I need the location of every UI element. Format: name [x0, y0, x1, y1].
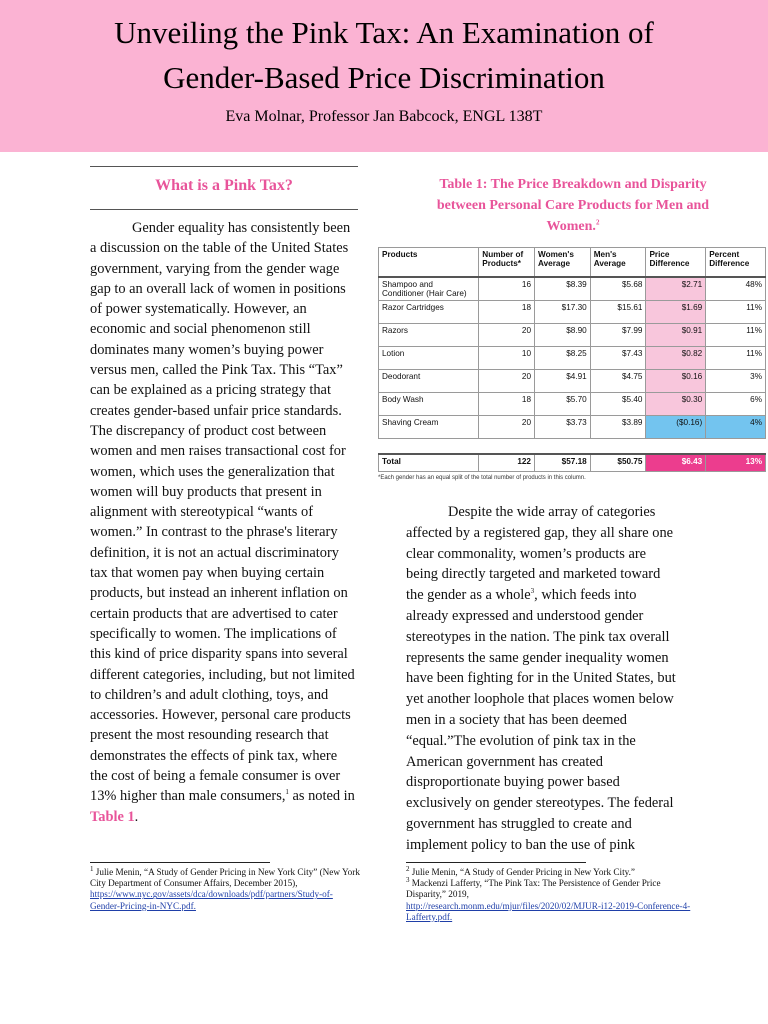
table-total-row [379, 454, 766, 472]
table-spacer-row [379, 439, 766, 455]
right-column [378, 166, 768, 481]
table-row [379, 370, 766, 393]
cell-women-avg: $8.39 [535, 277, 591, 301]
header-men: Men's Average [590, 248, 646, 278]
table-1-link[interactable]: Table 1 [90, 808, 135, 825]
cell-price-diff: $0.16 [646, 370, 706, 393]
cell-price-diff: $0.30 [646, 393, 706, 416]
footnotes-right [406, 862, 696, 923]
total-percent-diff: 13% [706, 454, 766, 472]
cell-count: 20 [479, 416, 535, 439]
footnote-3-text: Mackenzi Lafferty, “The Pink Tax: The Persistence of Gender Price Disparity,” 2019, [406, 878, 661, 900]
heading-rule-top [90, 166, 358, 167]
cell-women-avg: $4.91 [535, 370, 591, 393]
cell-product: Razors [379, 324, 479, 347]
table-header-row [379, 248, 766, 278]
table-title [423, 174, 723, 237]
table-row [379, 347, 766, 370]
heading-rule-bottom [90, 209, 358, 210]
cell-percent-diff: 48% [706, 277, 766, 301]
cell-percent-diff: 11% [706, 347, 766, 370]
cell-count: 18 [479, 393, 535, 416]
table-row [379, 277, 766, 301]
footnote-rule-right [406, 862, 586, 863]
cell-percent-diff: 4% [706, 416, 766, 439]
page-title [0, 0, 768, 100]
footnote-1 [90, 864, 362, 912]
cell-men-avg: $15.61 [590, 301, 646, 324]
cell-men-avg: $7.43 [590, 347, 646, 370]
cell-percent-diff: 11% [706, 301, 766, 324]
cell-men-avg: $5.68 [590, 277, 646, 301]
cell-price-diff: $0.91 [646, 324, 706, 347]
right-paragraph [406, 502, 676, 856]
cell-price-diff: $2.71 [646, 277, 706, 301]
header-products: Products [379, 248, 479, 278]
cell-men-avg: $7.99 [590, 324, 646, 347]
footnote-1-text: Julie Menin, “A Study of Gender Pricing in New York City” (New York City Department of Consumer Affairs, December 2015), [90, 867, 360, 889]
cell-women-avg: $3.73 [535, 416, 591, 439]
cell-price-diff: ($0.16) [646, 416, 706, 439]
footnote-3-link[interactable]: http://research.monm.edu/mjur/files/2020/02/MJUR-i12-2019-Conference-4-Lafferty.pdf. [406, 900, 691, 922]
footnote-3-num: 3 [406, 876, 410, 885]
price-table [378, 247, 766, 472]
intro-text-mid: as noted in [288, 788, 355, 805]
footnote-1-num: 1 [90, 864, 94, 873]
spacer-cell [379, 439, 766, 455]
cell-men-avg: $5.40 [590, 393, 646, 416]
cell-product: Shaving Cream [379, 416, 479, 439]
cell-men-avg: $3.89 [590, 416, 646, 439]
header-percent-diff: Percent Difference [706, 248, 766, 278]
cell-women-avg: $5.70 [535, 393, 591, 416]
title-line-1: Unveiling the Pink Tax: An Examination of [114, 15, 654, 50]
right-text: Despite the wide array of categories affected by a registered gap, they all share one clear commonality, women’s products are being directly targeted and marketed toward the gender as a whole [406, 504, 674, 604]
cell-product: Shampoo and Conditioner (Hair Care) [379, 277, 479, 301]
total-count: 122 [479, 454, 535, 472]
cell-product: Body Wash [379, 393, 479, 416]
total-price-diff: $6.43 [646, 454, 706, 472]
intro-text-end: . [134, 808, 139, 825]
cell-product: Deodorant [379, 370, 479, 393]
footnote-1-link[interactable]: https://www.nyc.gov/assets/dca/downloads/pdf/partners/Study-of-Gender-Pricing-in-NYC.pdf. [90, 889, 333, 911]
table-row [379, 324, 766, 347]
cell-women-avg: $17.30 [535, 301, 591, 324]
cell-product: Lotion [379, 347, 479, 370]
intro-text: Gender equality has consistently been a discussion on the table of the United States government, varying from the gender wage gap to an overall lack of women in positions of power systematically. However, an economic and social phenomenon still dominates many women’s buying power versus men, called the Pink Tax. This “Tax” can be explained as a pricing strategy that creates gender-based unfair price standards. The discrepancy of product cost between women and men raises transactional cost for women, which uses the generalization that women will buy products that present in alignment with stereotypical “wants of women.” In contrast to the phrase's literary definition, it is not an actual discriminatory tax that women pay when buying certain products, but instead an inherent inflation on certain products that are advertised to cater specifically to women. The implications of this kind of price disparity spans into several different categories, including, but not limited to children’s and adult clothing, toys, and accessories. However, personal care products present the most resounding research that demonstrates the effects of pink tax, where the cost of being a female consumer is over 13% higher than male consumers, [90, 220, 355, 805]
author-line: Eva Molnar, Professor Jan Babcock, ENGL 138T [225, 108, 543, 125]
cell-price-diff: $0.82 [646, 347, 706, 370]
table-title-text: Table 1: The Price Breakdown and Disparity between Personal Care Products for Men and Women. [436, 177, 710, 234]
intro-paragraph [90, 218, 358, 827]
cell-men-avg: $4.75 [590, 370, 646, 393]
cell-count: 18 [479, 301, 535, 324]
footnote-ref-3: 3 [530, 587, 535, 596]
footnote-2-text: Julie Menin, “A Study of Gender Pricing in New York City.” [409, 867, 635, 877]
right-text-cont: , which feeds into already expressed and understood gender stereotypes in the nation. The pink tax overall represents the same gender inequality women have been fighting for in the United States, but yet another loophole that places women below men in a society that has been deemed “equal.”The evolution of pink tax in the American government has created disproportionate buying power based exclusively on gender stereotypes. The federal government has struggled to create and implement policy to ban the use of pink [406, 587, 676, 853]
cell-women-avg: $8.25 [535, 347, 591, 370]
footnotes-left [90, 862, 362, 912]
footnote-2 [406, 864, 696, 878]
total-label: Total [379, 454, 479, 472]
cell-percent-diff: 11% [706, 324, 766, 347]
header-banner [0, 0, 768, 152]
title-line-2: Gender-Based Price Discrimination [163, 60, 605, 95]
footnote-ref-2: 2 [595, 218, 600, 227]
cell-price-diff: $1.69 [646, 301, 706, 324]
footnote-rule-left [90, 862, 270, 863]
left-column [90, 166, 358, 827]
total-men: $50.75 [590, 454, 646, 472]
cell-percent-diff: 6% [706, 393, 766, 416]
table-row [379, 301, 766, 324]
header-women: Women's Average [535, 248, 591, 278]
total-women: $57.18 [535, 454, 591, 472]
cell-count: 20 [479, 370, 535, 393]
table-note: *Each gender has an equal split of the total number of products in this column. [378, 475, 586, 481]
cell-count: 10 [479, 347, 535, 370]
footnote-2-num: 2 [406, 864, 410, 873]
table-row [379, 393, 766, 416]
cell-women-avg: $8.90 [535, 324, 591, 347]
table-row [379, 416, 766, 439]
header-price-diff: Price Difference [646, 248, 706, 278]
right-column-text [406, 502, 676, 856]
header-number: Number of Products* [479, 248, 535, 278]
section-heading: What is a Pink Tax? [155, 177, 293, 194]
footnote-ref-1: 1 [285, 788, 289, 797]
footnote-3 [406, 878, 696, 923]
cell-count: 20 [479, 324, 535, 347]
cell-percent-diff: 3% [706, 370, 766, 393]
cell-count: 16 [479, 277, 535, 301]
cell-product: Razor Cartridges [379, 301, 479, 324]
